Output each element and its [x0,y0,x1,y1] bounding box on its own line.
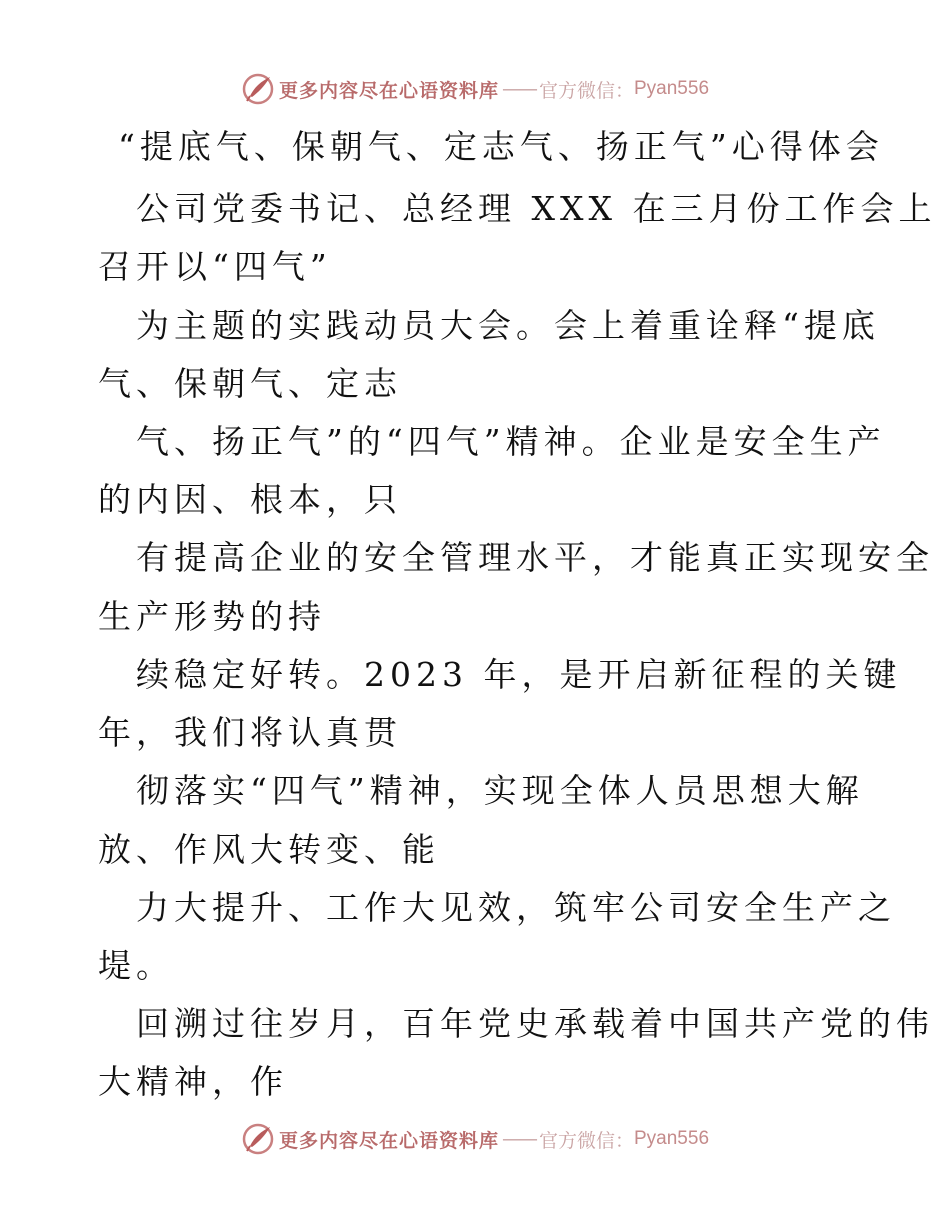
text-line: 气、保朝气、定志 [98,364,402,403]
text-line: 生产形势的持 [98,597,326,636]
text-line: 大精神，作 [98,1062,288,1101]
text-line: 堤。 [98,946,174,985]
watermark-label: 官方微信： [538,1129,634,1152]
text-line: 续稳定好转。2023 年，是开启新征程的关键 [136,655,902,694]
watermark-separator: —— [501,78,536,100]
text-line: 彻落实“四气”精神，实现全体人员思想大解 [136,771,864,810]
text-line: 回溯过往岁月，百年党史承载着中国共产党的伟 [136,1004,934,1043]
quill-logo-icon [241,72,275,106]
text-line: 召开以“四气” [98,247,332,286]
text-line: 有提高企业的安全管理水平，才能真正实现安全 [136,538,934,577]
header-watermark [0,72,950,106]
watermark-handle: Pyan556 [634,78,710,99]
text-line: 气、扬正气”的“四气”精神。企业是安全生产 [136,422,886,461]
text-line: 的内因、根本，只 [98,480,402,519]
text-line: 年，我们将认真贯 [98,713,402,752]
watermark-handle: Pyan556 [634,1128,710,1149]
watermark-brand: 更多内容尽在心语资料库 [278,79,499,102]
text-line: 公司党委书记、总经理 XXX 在三月份工作会上 [136,189,937,228]
text-line: 为主题的实践动员大会。会上着重诠释“提底 [136,306,880,345]
text-line: 放、作风大转变、能 [98,830,440,869]
footer-watermark [0,1122,950,1156]
quill-logo-icon [241,1122,275,1156]
text-line: 力大提升、工作大见效，筑牢公司安全生产之 [136,888,896,927]
document-title: “提底气、保朝气、定志气、扬正气”心得体会 [118,127,884,166]
watermark-label: 官方微信： [538,79,634,102]
watermark-brand: 更多内容尽在心语资料库 [278,1129,499,1152]
watermark-separator: —— [501,1128,536,1150]
